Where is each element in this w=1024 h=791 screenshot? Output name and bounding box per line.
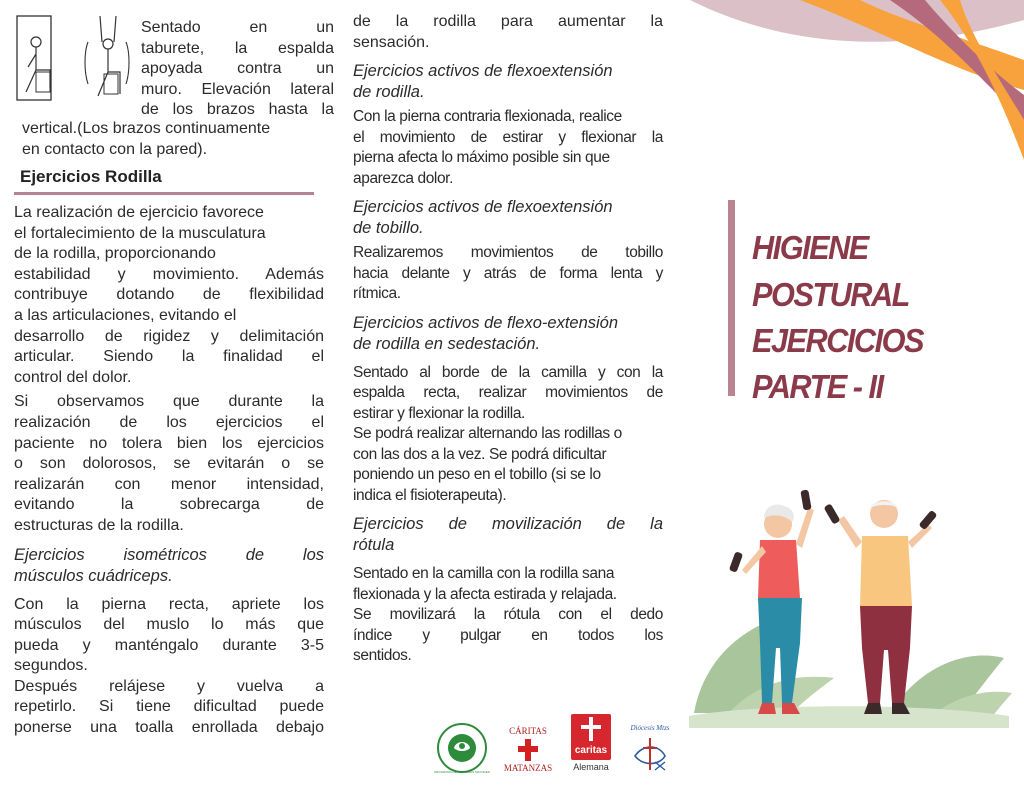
paragraph-patella bbox=[353, 564, 663, 667]
text-line: Se movilizará la rótula con el dedo bbox=[353, 606, 663, 624]
text-line: segundos. bbox=[14, 657, 88, 675]
caritas-alemana-logo bbox=[567, 714, 615, 776]
paragraph-seated-flexion bbox=[353, 363, 663, 507]
diocesis-logo-text: Diócesis Mtzs bbox=[630, 724, 670, 732]
text-line: articular. Siendo la finalidad el bbox=[14, 348, 324, 366]
text-line: de tobillo. bbox=[353, 219, 424, 238]
text-line: hacia delante y atrás de forma lenta y bbox=[353, 264, 663, 282]
fish-cross-icon bbox=[631, 734, 669, 772]
heading-ankle-flexion bbox=[353, 197, 663, 239]
text-line: pueda y manténgalo durante 3-5 bbox=[14, 636, 324, 654]
title-accent-bar bbox=[728, 200, 735, 396]
text-line: espalda recta, realizar movimientos de bbox=[353, 384, 663, 402]
heading-isometric bbox=[14, 545, 324, 587]
programa-emblem-icon bbox=[436, 722, 488, 774]
intro-text-bottom bbox=[22, 119, 334, 160]
text-line: control del dolor. bbox=[14, 368, 132, 386]
text-line: el movimiento de estirar y flexionar la bbox=[353, 128, 663, 146]
text-line: estirar y flexionar la rodilla. bbox=[353, 404, 525, 422]
text-line: flexionada y la afecta estirada y relajada. bbox=[353, 585, 617, 603]
caritas-matanzas-bottom-text: MATANZAS bbox=[503, 763, 553, 773]
text-line: músculos cuádriceps. bbox=[14, 566, 173, 585]
text-line: Sentado en la camilla con la rodilla sana bbox=[353, 565, 615, 583]
flame-cross-icon bbox=[581, 717, 601, 741]
text-line: estabilidad y movimiento. Además bbox=[14, 265, 324, 283]
text-line: con las dos a la vez. Se podrá dificultar bbox=[353, 445, 607, 463]
text-line: Se podrá realizar alternando las rodillas o bbox=[353, 425, 622, 443]
text-line: a las articulaciones, evitando el bbox=[14, 306, 237, 324]
text-line: sensación. bbox=[353, 33, 430, 51]
text-line: estructuras de la rodilla. bbox=[14, 516, 184, 534]
text-line: de rodilla. bbox=[353, 83, 425, 102]
title-line-1: HIGIENE bbox=[752, 229, 868, 266]
text-line: pierna afecta lo máximo posible sin que bbox=[353, 149, 610, 167]
text-line: vertical.(Los brazos continuamente bbox=[22, 120, 271, 137]
text-line: Ejercicios activos de flexoextensión bbox=[353, 62, 613, 81]
text-line: evitando la sobrecarga de bbox=[14, 496, 324, 514]
text-line: indica el fisioterapeuta). bbox=[353, 486, 507, 504]
seated-exercise-illustration bbox=[14, 12, 132, 104]
paragraph-isometric bbox=[14, 595, 324, 677]
section-title: Ejercicios Rodilla bbox=[20, 167, 162, 186]
section-divider bbox=[14, 192, 314, 195]
paragraph-tolerance bbox=[14, 392, 324, 536]
text-line: Realizaremos movimientos de tobillo bbox=[353, 244, 663, 262]
text-line: Sentado al borde de la camilla y con la bbox=[353, 363, 663, 381]
heading-seated-flexion bbox=[353, 313, 663, 355]
paragraph-ankle-flexion bbox=[353, 243, 663, 305]
text-line: La realización de ejercicio favorece bbox=[14, 204, 264, 221]
red-cross-icon bbox=[518, 739, 538, 761]
text-line: de los brazos hasta la bbox=[141, 101, 334, 119]
text-line: el fortalecimiento de la musculatura bbox=[14, 224, 266, 242]
text-line: paciente no tolera bien los ejercicios bbox=[14, 434, 324, 452]
caritas-matanzas-logo bbox=[500, 722, 556, 778]
text-line: músculos del muslo lo más que bbox=[14, 616, 324, 634]
text-line: rótula bbox=[353, 536, 395, 555]
text-line: poniendo un peso en el tobillo (si se lo bbox=[353, 466, 601, 484]
text-line: en contacto con la pared). bbox=[22, 140, 208, 158]
text-line: realización de los ejercicios el bbox=[14, 413, 324, 431]
paragraph-knee-flexion bbox=[353, 107, 663, 189]
text-line: rítmica. bbox=[353, 285, 401, 303]
caritas-alemana-sub-text: Alemana bbox=[573, 762, 609, 772]
diocesis-logo bbox=[625, 724, 675, 776]
text-line: realizarán con menor intensidad, bbox=[14, 475, 324, 493]
text-line: apoyada contra un bbox=[141, 60, 334, 78]
heading-knee-flexion bbox=[353, 61, 663, 103]
text-line: contribuye dotando de flexibilidad bbox=[14, 286, 324, 304]
heading-patella bbox=[353, 514, 663, 556]
column-left bbox=[14, 18, 334, 739]
text-line: repetirlo. Si tiene dificultad puede bbox=[14, 698, 324, 716]
title-line-4: PARTE - II bbox=[752, 368, 883, 405]
text-line: Con la pierna recta, apriete los bbox=[14, 595, 324, 613]
text-line: Ejercicios de movilización de la bbox=[353, 515, 663, 534]
text-line: Ejercicios activos de flexoextensión bbox=[353, 198, 613, 217]
text-line: índice y pulgar en todos los bbox=[353, 626, 663, 644]
text-line: Si observamos que durante la bbox=[14, 393, 324, 411]
title-line-2: POSTURAL bbox=[752, 276, 909, 313]
text-line: aparezca dolor. bbox=[353, 169, 453, 187]
text-line: de rodilla en sedestación. bbox=[353, 334, 541, 353]
text-line: desarrollo de rigidez y delimitación bbox=[14, 327, 324, 345]
text-line: Ejercicios isométricos de los bbox=[14, 545, 324, 564]
caritas-matanzas-top-text: CÁRITAS bbox=[509, 726, 547, 736]
text-line: Sentado en un bbox=[141, 19, 334, 36]
programa-logo-text: PROGRAMA DE PERSONAS MAYORES bbox=[434, 770, 490, 774]
paragraph-benefits bbox=[14, 203, 324, 388]
text-line: muro. Elevación lateral bbox=[141, 80, 334, 98]
text-line: Ejercicios activos de flexo-extensión bbox=[353, 313, 619, 332]
text-line: taburete, la espalda bbox=[141, 39, 334, 57]
title-line-3: EJERCICIOS bbox=[752, 322, 924, 359]
text-line: o son dolorosos, se evitarán o se bbox=[14, 455, 324, 473]
elderly-couple-exercising-illustration bbox=[684, 478, 1014, 728]
text-line: Con la pierna contraria flexionada, realice bbox=[353, 108, 622, 126]
text-line: de la rodilla para aumentar la bbox=[353, 13, 663, 30]
intro-block bbox=[14, 18, 334, 163]
intro-text-top bbox=[141, 18, 334, 121]
text-line: Después relájese y vuelva a bbox=[14, 677, 324, 695]
paragraph-repeat bbox=[14, 677, 324, 739]
column-middle bbox=[353, 12, 663, 667]
text-line: ponerse una toalla enrollada debajo bbox=[14, 719, 324, 737]
caritas-alemana-main-text: caritas bbox=[574, 745, 608, 756]
corner-decoration bbox=[650, 0, 1024, 180]
caritas-alemana-badge bbox=[571, 714, 611, 760]
text-line: sentidos. bbox=[353, 647, 412, 665]
programa-logo bbox=[436, 722, 488, 774]
text-line: de la rodilla, proporcionando bbox=[14, 245, 216, 263]
paragraph-continuation bbox=[353, 12, 663, 53]
